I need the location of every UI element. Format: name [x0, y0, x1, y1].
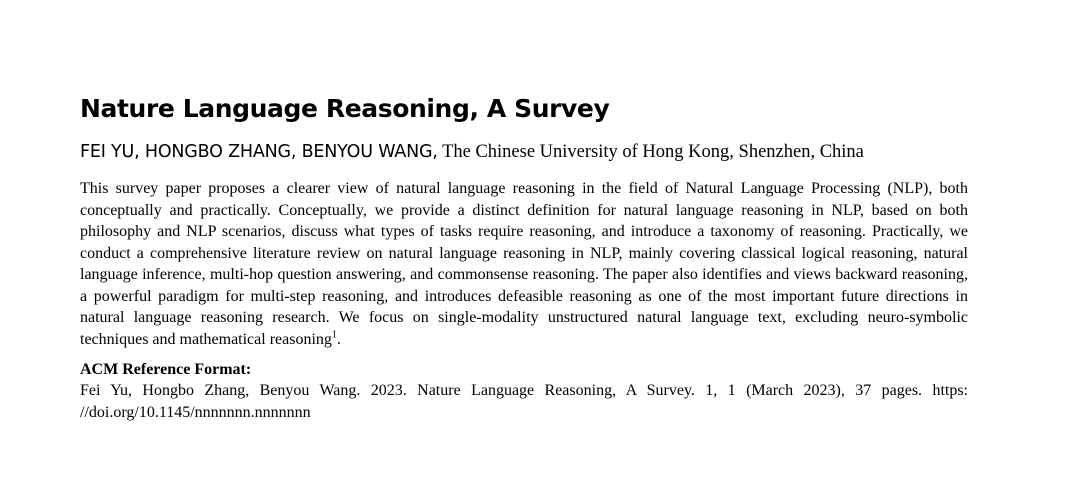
acm-reference-heading: ACM Reference Format: [80, 361, 252, 378]
paper-title: Nature Language Reasoning, A Survey [80, 94, 610, 123]
abstract-paragraph [80, 178, 968, 350]
acm-reference-text [80, 380, 968, 423]
doi-link[interactable]: //doi.org/10.1145/nnnnnnn.nnnnnnn [80, 403, 311, 421]
abstract-text: This survey paper proposes a clearer view of natural language reasoning in the field of Natural Language Processing (NLP), both conceptually and practically. Conceptually, we provide a distinct definition for natural language reasoning in NLP, based on both philosophy and NLP scenarios, discuss what types of tasks require reasoning, and introduce a taxonomy of reasoning. Practically, we conduct a comprehensive literature review on natural language reasoning in NLP, mainly covering classical logical reasoning, natural language inference, multi-hop question answering, and commonsense reasoning. The paper also identifies and views backward reasoning, a powerful paradigm for multi-step reasoning, and introduces defeasible reasoning as one of the most important future directions in natural language reasoning research. We focus on single-modality unstructured natural language text, excluding neuro-symbolic techniques and mathematical reasoning [80, 180, 968, 348]
acm-reference-line-1: Fei Yu, Hongbo Zhang, Benyou Wang. 2023. Nature Language Reasoning, A Survey. 1, 1 (March 2023), 37 pages. https: [80, 382, 968, 399]
abstract-end: . [336, 330, 341, 348]
author-line [80, 139, 968, 165]
footnote-marker[interactable]: 1 [331, 329, 337, 341]
abstract [80, 178, 968, 350]
paper-page [80, 92, 968, 423]
affiliation: The Chinese University of Hong Kong, Shenzhen, China [442, 142, 864, 162]
author-names: FEI YU, HONGBO ZHANG, BENYOU WANG, [80, 142, 438, 162]
